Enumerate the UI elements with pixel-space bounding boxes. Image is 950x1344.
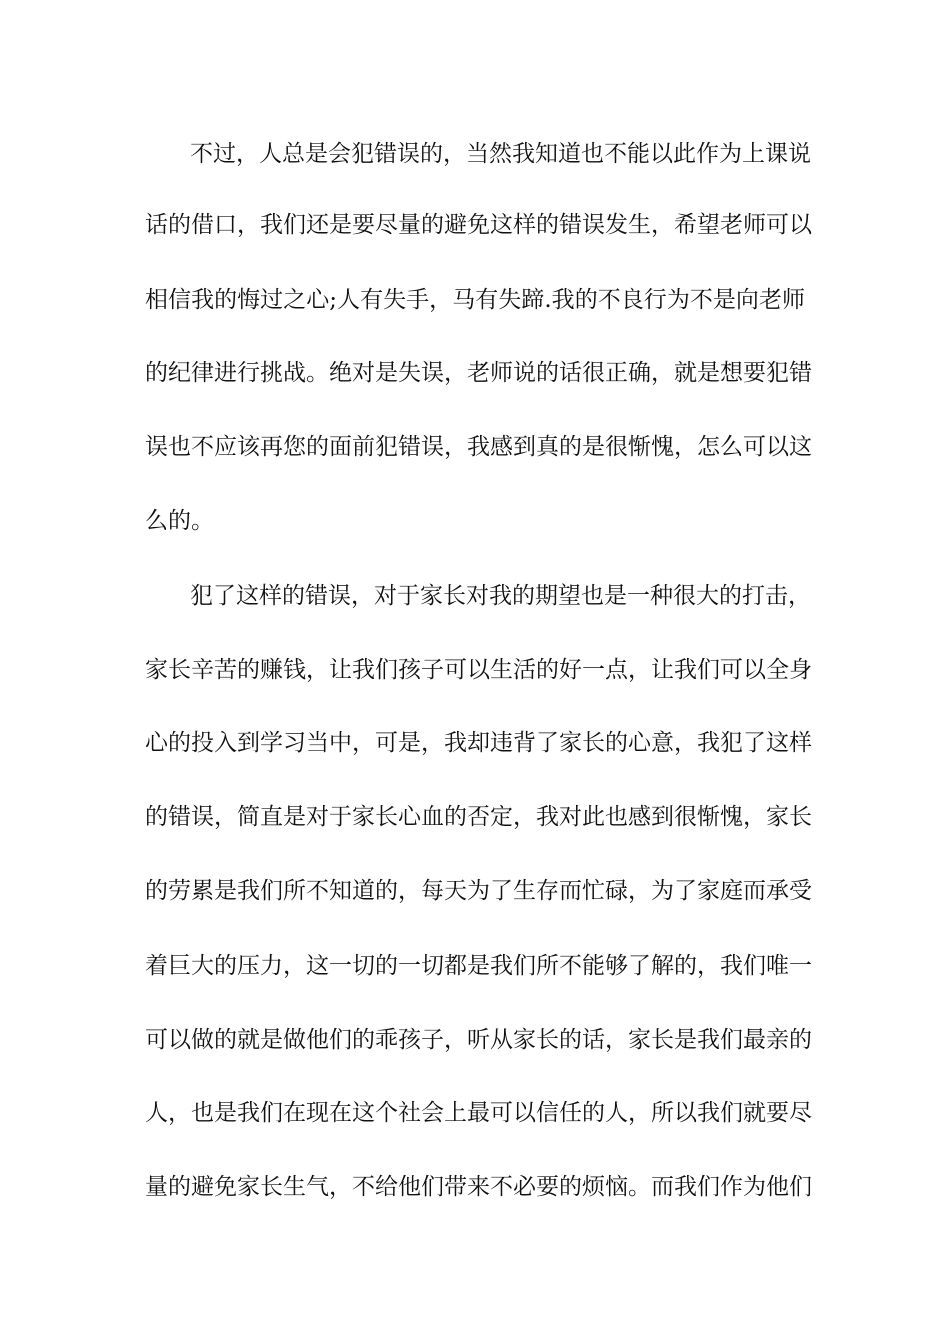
paragraph-1-line-3: 相信我的悔过之心;人有失手，马有失蹄.我的不良行为不是向老师: [145, 287, 805, 313]
paragraph-2-line-3: 心的投入到学习当中，可是，我却违背了家长的心意，我犯了这样: [145, 730, 812, 756]
paragraph-2-line-2: 家长辛苦的赚钱，让我们孩子可以生活的好一点，让我们可以全身: [145, 657, 812, 683]
paragraph-2-line-4: 的错误，简直是对于家长心血的否定，我对此也感到很惭愧，家长: [145, 804, 812, 830]
paragraph-2-line-1: 犯了这样的错误，对于家长对我的期望也是一种很大的打击，: [190, 583, 811, 609]
paragraph-1-line-2: 话的借口，我们还是要尽量的避免这样的错误发生，希望老师可以: [145, 212, 812, 238]
paragraph-2-line-6: 着巨大的压力，这一切的一切都是我们所不能够了解的，我们唯一: [145, 953, 812, 979]
paragraph-2-line-9: 量的避免家长生气，不给他们带来不必要的烦恼。而我们作为他们: [145, 1174, 812, 1200]
paragraph-1-line-6: 么的。: [145, 508, 214, 534]
paragraph-2-line-7: 可以做的就是做他们的乖孩子，听从家长的话，家长是我们最亲的: [145, 1027, 812, 1053]
paragraph-1-line-1: 不过，人总是会犯错误的，当然我知道也不能以此作为上课说: [190, 141, 811, 167]
paragraph-1-line-5: 误也不应该再您的面前犯错误，我感到真的是很惭愧，怎么可以这: [145, 434, 812, 460]
paragraph-2-line-5: 的劳累是我们所不知道的，每天为了生存而忙碌，为了家庭而承受: [145, 878, 812, 904]
paragraph-2-line-8: 人，也是我们在现在这个社会上最可以信任的人，所以我们就要尽: [145, 1100, 812, 1126]
paragraph-1-line-4: 的纪律进行挑战。绝对是失误，老师说的话很正确，就是想要犯错: [145, 360, 812, 386]
